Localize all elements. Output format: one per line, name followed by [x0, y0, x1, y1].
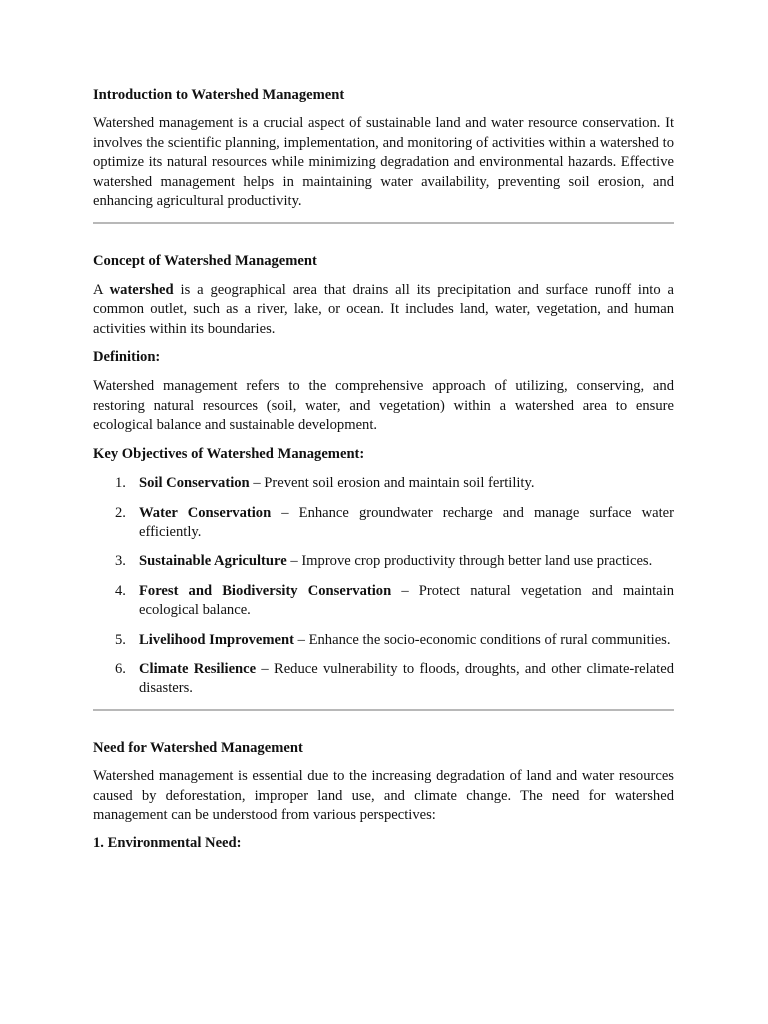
list-item-title: Soil Conservation	[139, 475, 250, 492]
list-item	[93, 504, 674, 543]
concept-section	[93, 252, 674, 698]
list-item	[93, 552, 674, 571]
list-item-title: Forest and Biodiversity Conservation	[139, 582, 392, 599]
list-item-title: Livelihood Improvement	[139, 631, 294, 648]
watershed-paragraph-rest: is a geographical area that drains all its precipitation and surface runoff into a common outlet, such as a river, lake, or ocean. It includes land, water, vegetation, and human activities within its boundaries.	[93, 281, 674, 337]
section-divider	[93, 222, 674, 224]
list-item-text: – Enhance groundwater recharge and manage surface water efficiently.	[139, 504, 674, 540]
list-item	[93, 631, 674, 650]
list-item-text: – Reduce vulnerability to floods, droughts, and other climate-related disasters.	[139, 660, 674, 697]
watershed-term: watershed	[109, 281, 174, 298]
environmental-need-label: 1. Environmental Need:	[93, 835, 242, 852]
list-item-number: 1.	[115, 475, 126, 492]
section-divider	[93, 709, 674, 711]
need-section	[93, 739, 674, 854]
need-heading: Need for Watershed Management	[93, 739, 303, 756]
list-item-number: 3.	[115, 553, 126, 570]
list-item-title: Climate Resilience	[139, 660, 257, 677]
list-item-number: 4.	[115, 582, 126, 599]
list-item-title: Sustainable Agriculture	[139, 553, 287, 570]
list-item-text: – Enhance the socio-economic conditions of rural communities.	[294, 631, 671, 648]
list-item-number: 5.	[115, 631, 126, 648]
list-item-number: 6.	[115, 660, 126, 677]
definition-label: Definition:	[93, 349, 161, 366]
objectives-label: Key Objectives of Watershed Management:	[93, 445, 365, 462]
need-paragraph: Watershed management is essential due to the increasing degradation of land and water resources caused by deforestation, improper land use, and climate change. The need for watershed management can be understood from various perspectives:	[93, 768, 674, 823]
list-item-title: Water Conservation	[139, 504, 272, 521]
intro-section	[93, 86, 674, 211]
list-item-text: – Improve crop productivity through better land use practices.	[286, 553, 653, 570]
list-item	[93, 660, 674, 699]
list-item-text: – Protect natural vegetation and maintain ecological balance.	[139, 582, 674, 619]
watershed-paragraph	[93, 281, 674, 339]
list-item	[93, 582, 674, 621]
intro-paragraph: Watershed management is a crucial aspect of sustainable land and water resource conservation. It involves the scientific planning, implementation, and monitoring of activities within a watershed to optimize its natural resources while minimizing degradation and environmental hazards. Effective watershed management helps in maintaining water availability, preventing soil erosion, and enhancing agricultural productivity.	[93, 115, 674, 210]
intro-heading: Introduction to Watershed Management	[93, 87, 345, 103]
definition-paragraph: Watershed management refers to the comprehensive approach of utilizing, conserving, and restoring natural resources (soil, water, and vegetation) within a watershed area to ensure ecological balance and sustainable development.	[93, 378, 674, 434]
list-item	[93, 474, 674, 493]
list-item-number: 2.	[115, 504, 126, 521]
objectives-list	[93, 474, 674, 699]
list-item-text: – Prevent soil erosion and maintain soil fertility.	[249, 475, 535, 492]
watershed-paragraph-prefix: A	[93, 281, 110, 298]
concept-heading: Concept of Watershed Management	[93, 253, 317, 270]
